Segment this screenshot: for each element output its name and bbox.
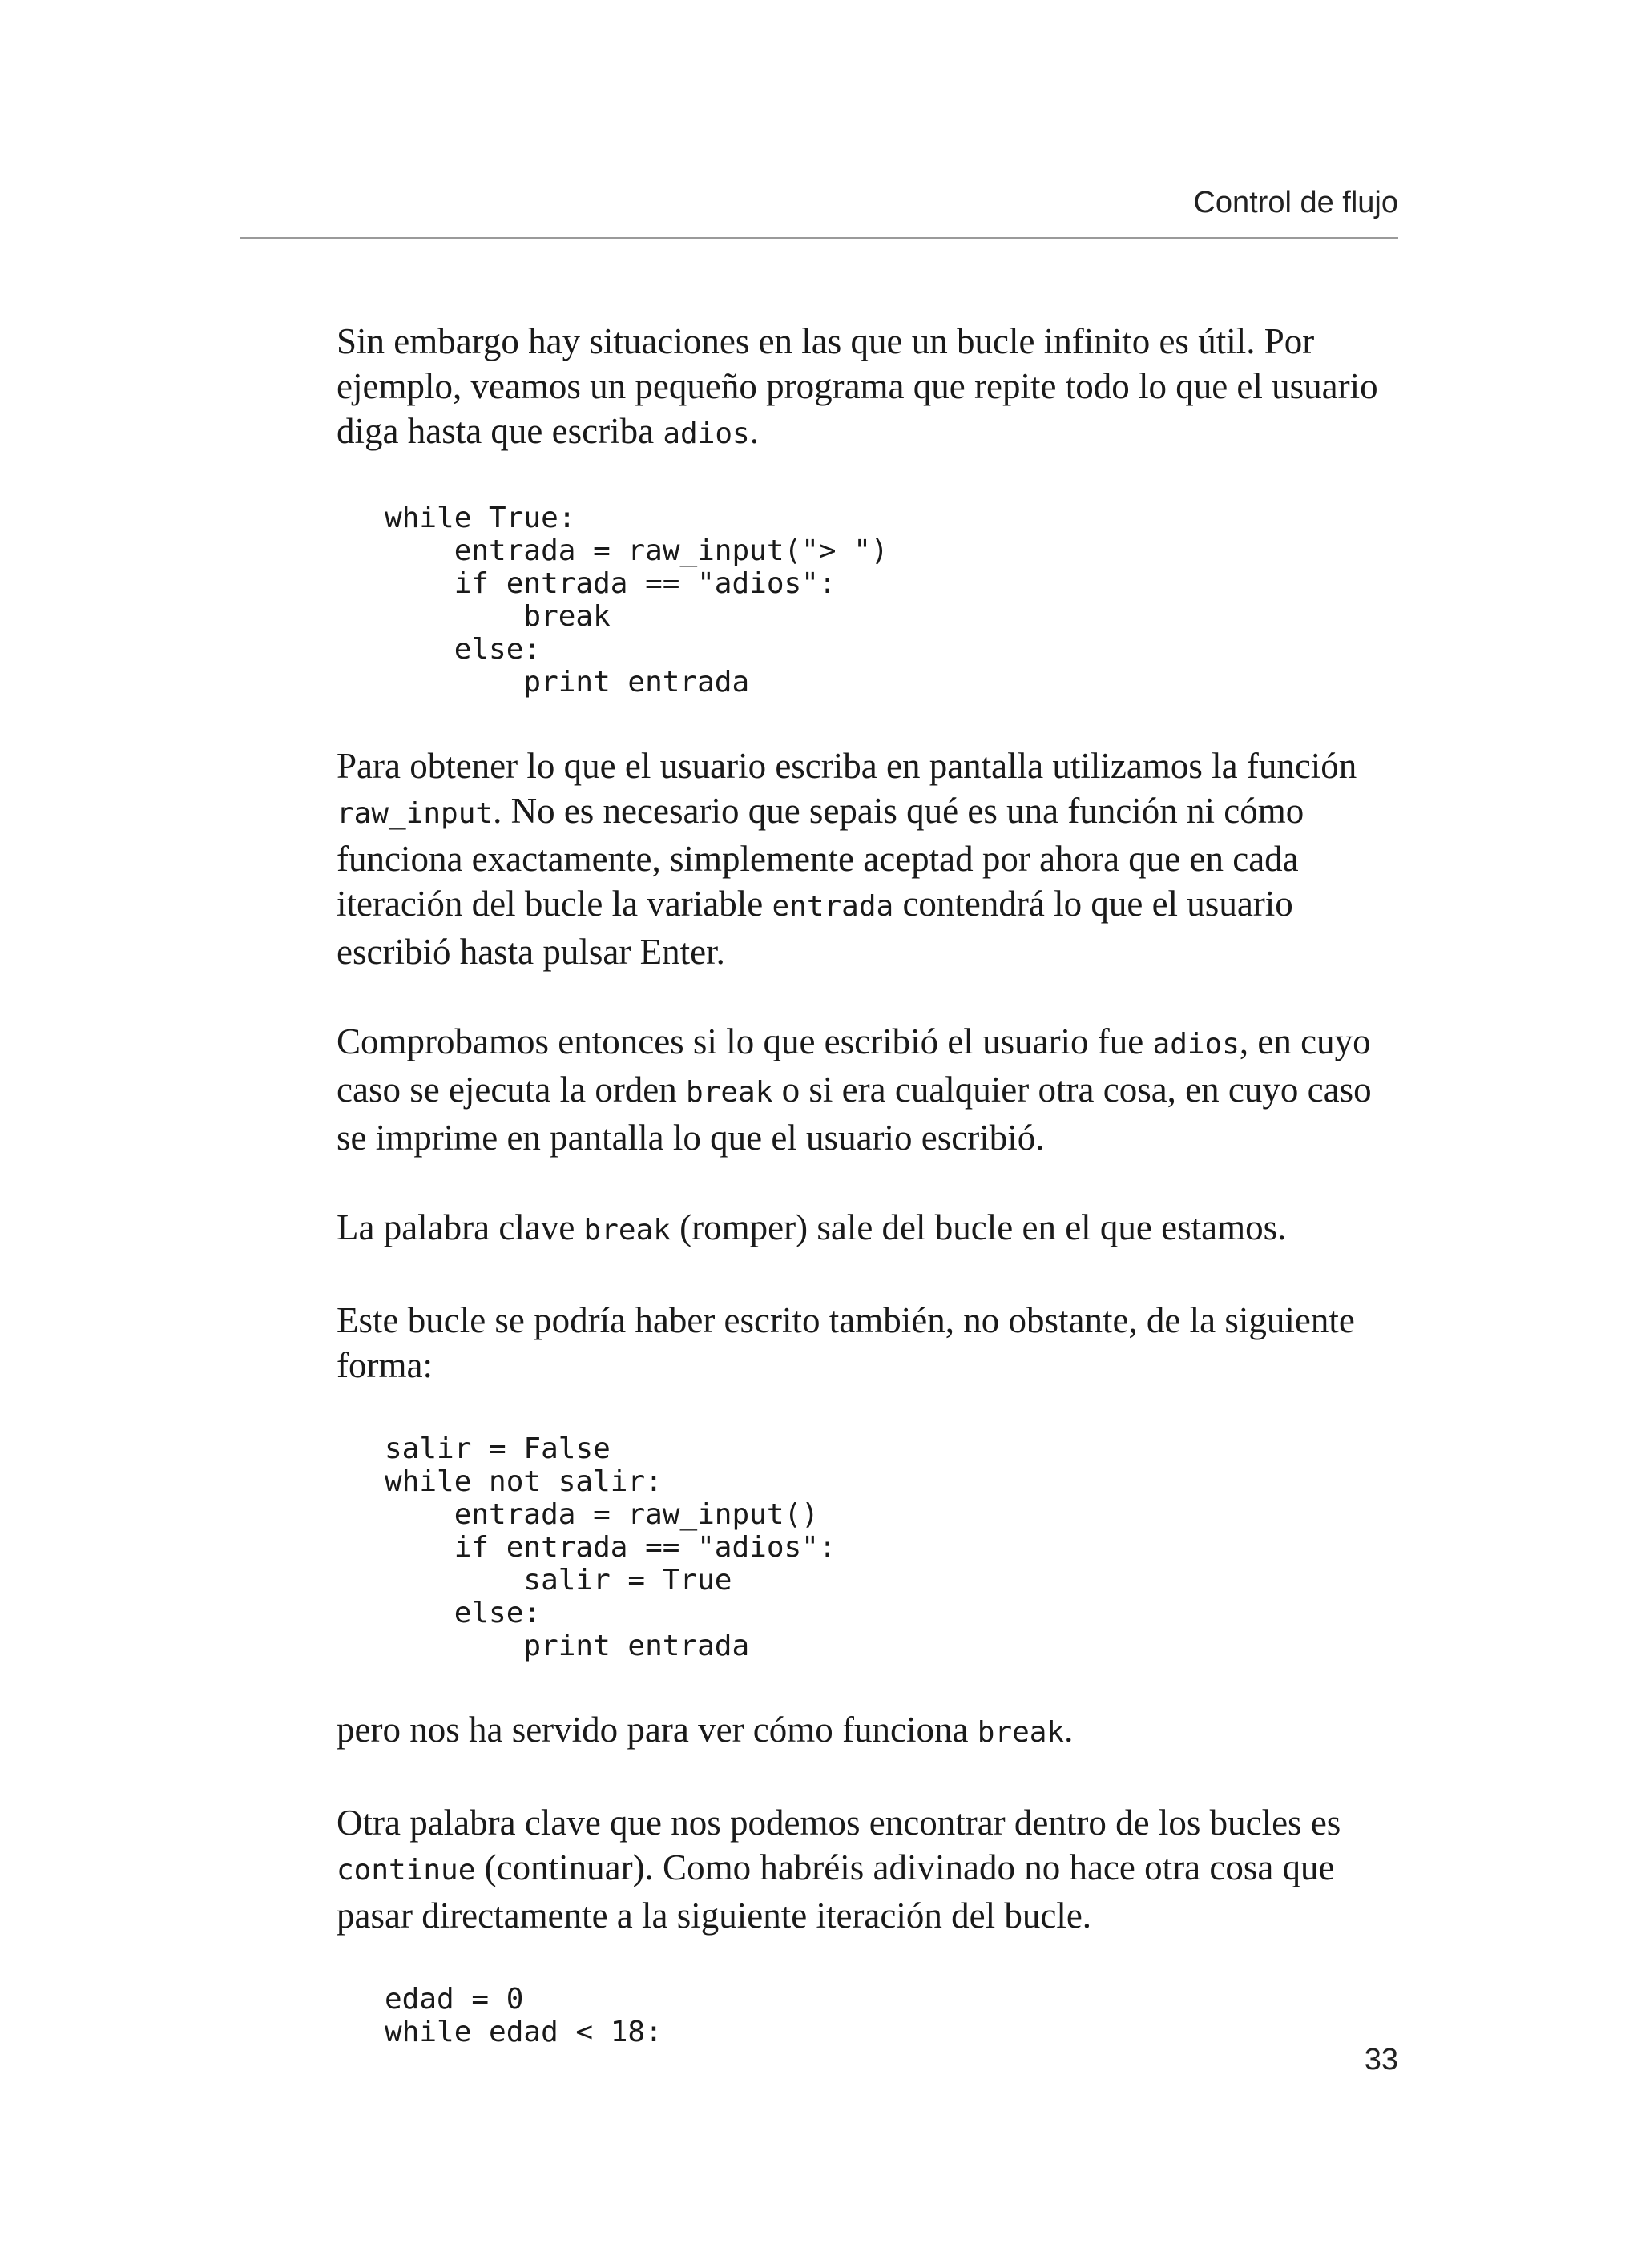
text-span: (romper) sale del bucle en el que estamos. bbox=[670, 1207, 1287, 1247]
inline-code: break bbox=[686, 1076, 773, 1109]
chapter-title: Control de flujo bbox=[1193, 186, 1398, 220]
text-span: Para obtener lo que el usuario escriba en pantalla utilizamos la función bbox=[337, 746, 1357, 786]
inline-code: entrada bbox=[772, 890, 894, 923]
code-block-while-true: while True: entrada = raw_input("> ") if entrada == "adios": break else: print entrada bbox=[385, 502, 889, 699]
page-body bbox=[337, 319, 1402, 2093]
page-number: 33 bbox=[1364, 2043, 1398, 2077]
inline-code: break bbox=[583, 1214, 671, 1247]
paragraph-break-purpose bbox=[337, 1707, 1402, 1755]
text-span: Sin embargo hay situaciones en las que un bucle infinito es útil. Por ejemplo, veamos un pequeño programa que repite todo lo que el usuario diga hasta que escriba bbox=[337, 321, 1378, 451]
text-span: Otra palabra clave que nos podemos encontrar dentro de los bucles es bbox=[337, 1803, 1341, 1843]
inline-code: continue bbox=[337, 1854, 476, 1887]
text-span: contendrá lo que el usuario escribió hasta pulsar Enter. bbox=[337, 884, 1293, 972]
paragraph-raw-input bbox=[337, 743, 1402, 974]
text-span: , en cuyo caso se ejecuta la orden bbox=[337, 1021, 1371, 1110]
text-span: Este bucle se podría haber escrito también, no obstante, de la siguiente forma: bbox=[337, 1300, 1355, 1385]
code-block-while-not-salir: salir = False while not salir: entrada = raw_input() if entrada == "adios": salir = True else: print entrada bbox=[385, 1432, 837, 1662]
inline-code: break bbox=[977, 1716, 1065, 1749]
text-span: (continuar). Como habréis adivinado no hace otra cosa que pasar directamente a la siguiente iteración del bucle. bbox=[337, 1847, 1335, 1936]
paragraph-infinite-loop bbox=[337, 319, 1402, 457]
text-span: Comprobamos entonces si lo que escribió el usuario fue bbox=[337, 1021, 1153, 1061]
paragraph-alternative-loop bbox=[337, 1298, 1402, 1388]
text-span: . bbox=[1064, 1710, 1074, 1750]
inline-code: adios bbox=[663, 417, 750, 450]
running-header bbox=[240, 183, 1398, 239]
text-span: pero nos ha servido para ver cómo funciona bbox=[337, 1710, 978, 1750]
text-span: . bbox=[749, 411, 759, 451]
inline-code: adios bbox=[1152, 1028, 1240, 1061]
code-block-edad: edad = 0 while edad < 18: bbox=[385, 1983, 663, 2048]
inline-code: raw_input bbox=[337, 797, 494, 830]
paragraph-break-keyword bbox=[337, 1205, 1402, 1253]
text-span: o si era cualquier otra cosa, en cuyo caso se imprime en pantalla lo que el usuario escribió. bbox=[337, 1070, 1372, 1158]
paragraph-check-adios bbox=[337, 1019, 1402, 1160]
paragraph-continue-keyword bbox=[337, 1800, 1402, 1938]
text-span: . No es necesario que sepais qué es una función ni cómo funciona exactamente, simplemente aceptad por ahora que en cada iteración del bucle la variable bbox=[337, 791, 1304, 924]
text-span: La palabra clave bbox=[337, 1207, 584, 1247]
